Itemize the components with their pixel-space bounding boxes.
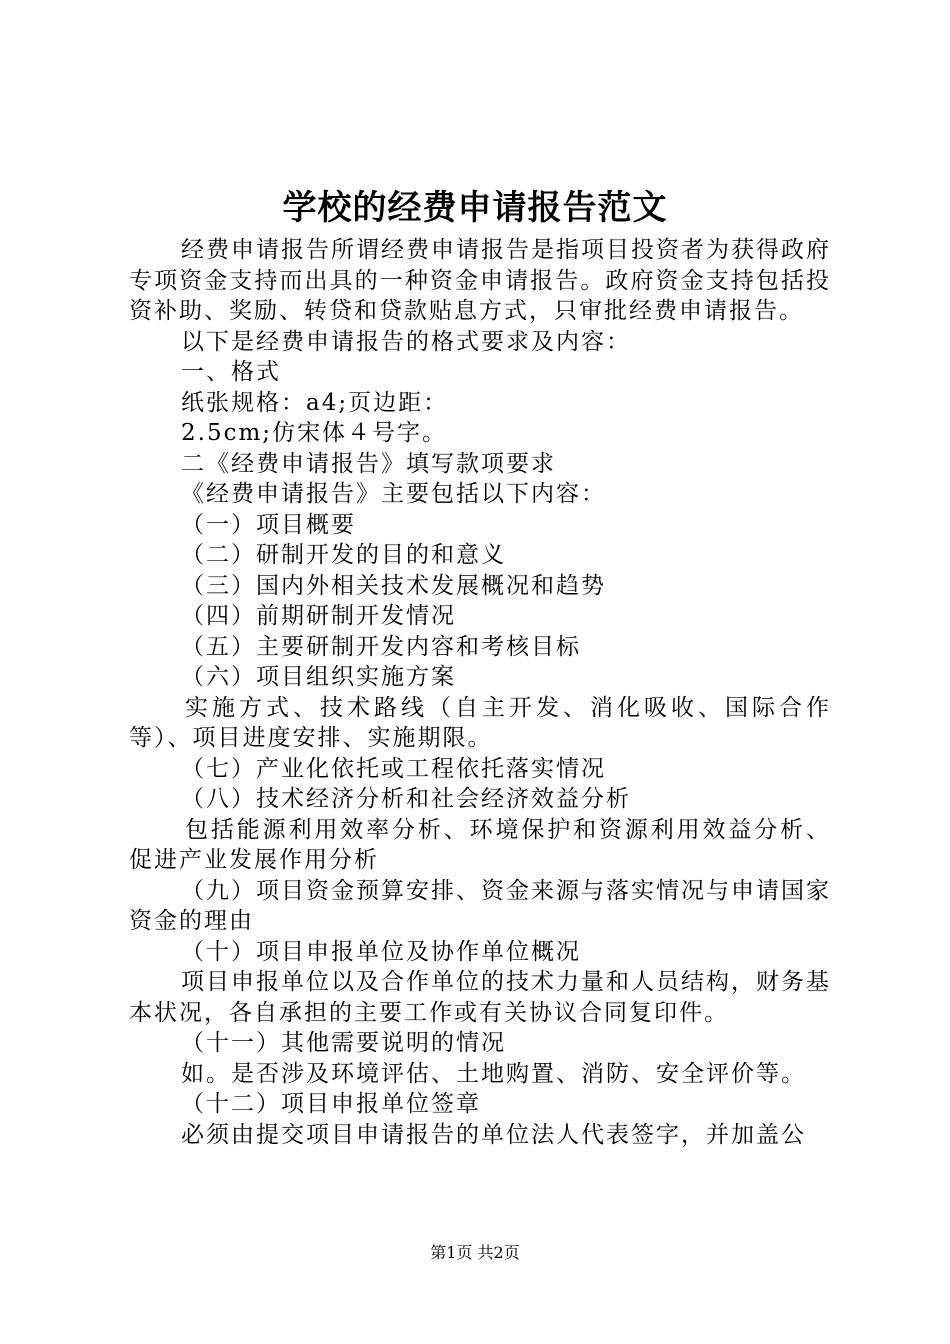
list-item-9: （九）项目资金预算安排、资金来源与落实情况与申请国家资金的理由: [129, 877, 831, 934]
list-item-7: （七）产业化依托或工程依托落实情况: [181, 755, 606, 782]
paragraph-contents-intro: 《经费申请报告》主要包括以下内容：: [181, 481, 606, 507]
heading-requirements: 二《经费申请报告》填写款项要求: [181, 450, 556, 477]
list-item-10: （十）项目申报单位及协作单位概况: [181, 938, 581, 965]
page-footer: 第1页 共2页: [430, 1243, 520, 1262]
list-item-8: （八）技术经济分析和社会经济效益分析: [181, 786, 631, 812]
list-item-4: （四）前期研制开发情况: [181, 603, 456, 629]
document-body: [129, 235, 831, 1150]
paragraph-paper-spec: 纸张规格：a4;页边距：: [181, 389, 449, 416]
list-item-12: （十二）项目申报单位签章: [181, 1091, 481, 1117]
document-title: 学校的经费申请报告范文: [282, 188, 668, 228]
list-item-2: （二）研制开发的目的和意义: [181, 542, 506, 568]
paragraph-unit-overview: 项目申报单位以及合作单位的技术力量和人员结构，财务基本状况，各自承担的主要工作或有关协议合同复印件。: [129, 969, 831, 1026]
list-item-5: （五）主要研制开发内容和考核目标: [181, 633, 581, 660]
heading-format: 一、格式: [181, 359, 281, 385]
paragraph-signature: 必须由提交项目申请报告的单位法人代表签字，并加盖公: [181, 1121, 806, 1148]
paragraph-analysis: 包括能源利用效率分析、环境保护和资源利用效益分析、促进产业发展作用分析: [129, 816, 831, 873]
paragraph-other-cases: 如。是否涉及环境评估、土地购置、消防、安全评价等。: [181, 1060, 806, 1087]
list-item-1: （一）项目概要: [181, 511, 356, 538]
list-item-3: （三）国内外相关技术发展概况和趋势: [181, 572, 606, 599]
paragraph-margin-font: 2.5cm;仿宋体４号字。: [181, 420, 448, 446]
paragraph-format-intro: 以下是经费申请报告的格式要求及内容：: [181, 328, 631, 355]
paragraph-intro: 经费申请报告所谓经费申请报告是指项目投资者为获得政府专项资金支持而出具的一种资金申请报告。政府资金支持包括投资补助、奖励、转贷和贷款贴息方式，只审批经费申请报告。: [129, 237, 831, 324]
list-item-6: （六）项目组织实施方案: [181, 664, 456, 690]
list-item-11: （十一）其他需要说明的情况: [181, 1030, 506, 1056]
paragraph-implementation: 实施方式、技术路线（自主开发、消化吸收、国际合作等）、项目进度安排、实施期限。: [129, 694, 831, 751]
